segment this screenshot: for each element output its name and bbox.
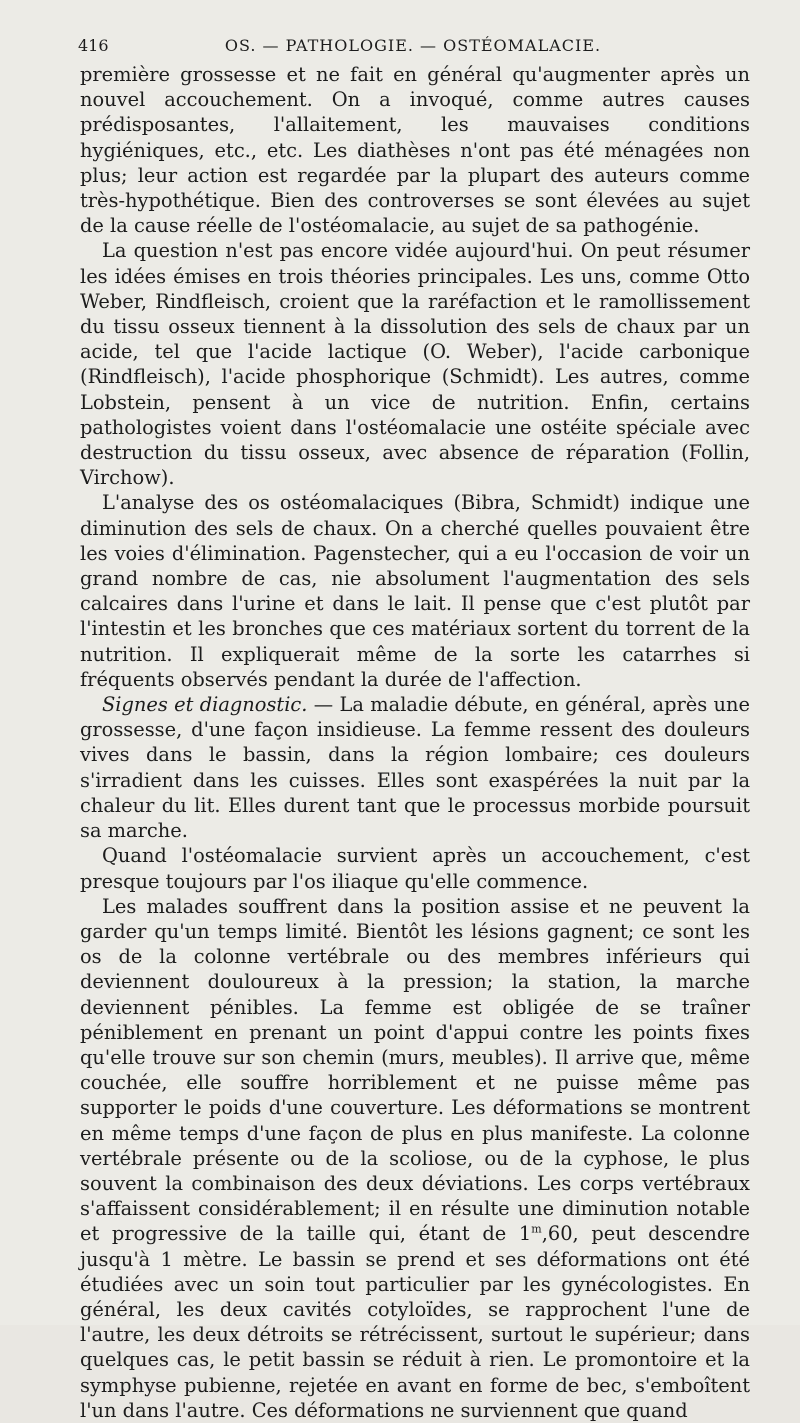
page-number: 416 xyxy=(78,36,109,55)
section-text: — La maladie débute, en général, après une grossesse, d'une façon insidieuse. La femme ressent des douleurs vives dans le bassin, dans la région lombaire; ces douleurs s'irradient dans les cuisses. Elles sont exaspérées la nuit par la chaleur du lit. Elles durent tant que le processus morbide poursuit sa marche. xyxy=(80,693,750,843)
text-after: ,60, peut descendre jusqu'à 1 mètre. Le bassin se prend et ses déformations ont été étudiées avec un soin tout particulier par les gynécologistes. En général, les deux cavités cotyloïdes, se rapprochent l'une de l'autre, les deux détroits se rétrécissent, surtout le supérieur; dans quelques cas, le petit bassin se réduit à rien. Le promontoire et la symphyse pubienne, rejetée en avant en forme de bec, s'emboîtent l'un dans l'autre. Ces déformations ne surviennent que quand xyxy=(80,1222,750,1422)
body-text xyxy=(80,62,750,1423)
paragraph: première grossesse et ne fait en général qu'augmenter après un nouvel accouchement. On a invoqué, comme autres causes prédisposantes, l'allaitement, les mauvaises conditions hygiéniques, etc., etc. Les diathèses n'ont pas été ménagées non plus; leur action est regardée par la plupart des auteurs comme très-hypothétique. Bien des controverses se sont élevées au sujet de la cause réelle de l'ostéomalacie, au sujet de sa pathogénie. xyxy=(80,63,750,238)
text-before: Les malades souffrent dans la position assise et ne peuvent la garder qu'un temps limité. Bientôt les lésions gagnent; ce sont les os de la colonne vertébrale ou des membres inférieurs qui deviennent douloureux à la pression; la station, la marche deviennent pénibles. La femme est obligée de se traîner péniblement en prenant un point d'appui contre les points fixes qu'elle trouve sur son chemin (murs, meubles). Il arrive que, même couchée, elle souffre horriblement et ne puisse même pas supporter le poids d'une couverture. Les déformations se montrent en même temps d'une façon de plus en plus manifeste. La colonne vertébrale présente ou de la scoliose, ou de la cyphose, le plus souvent la combinaison des deux déviations. Les corps vertébraux s'affaissent considérablement; il en résulte une diminution notable et progressive de la taille qui, étant de 1 xyxy=(80,894,750,1246)
page-header xyxy=(78,36,748,58)
paragraph-signes xyxy=(80,692,750,843)
paragraph: La question n'est pas encore vidée aujourd'hui. On peut résumer les idées émises en trois théories principales. Les uns, comme Otto Weber, Rindfleisch, croient que la raréfaction et le ramollissement du tissu osseux tiennent à la dissolution des sels de chaux par un acide, tel que l'acide lactique (O. Weber), l'acide carbonique (Rindfleisch), l'acide phosphorique (Schmidt). Les autres, comme Lobstein, pensent à un vice de nutrition. Enfin, certains pathologistes voient dans l'ostéomalacie une ostéite spéciale avec destruction du tissu osseux, avec absence de réparation (Follin, Virchow). xyxy=(80,239,750,490)
section-heading: Signes et diagnostic. xyxy=(102,693,308,717)
unit-superscript: m xyxy=(531,1222,542,1236)
paragraph xyxy=(80,894,750,1423)
paragraph: Quand l'ostéomalacie survient après un accouchement, c'est presque toujours par l'os iliaque qu'elle commence. xyxy=(80,844,750,893)
running-title: OS. — PATHOLOGIE. — OSTÉOMALACIE. xyxy=(224,36,602,55)
paragraph: L'analyse des os ostéomalaciques (Bibra, Schmidt) indique une diminution des sels de chaux. On a cherché quelles pouvaient être les voies d'élimination. Pagenstecher, qui a eu l'occasion de voir un grand nombre de cas, nie absolument l'augmentation des sels calcaires dans l'urine et dans le lait. Il pense que c'est plutôt par l'intestin et les bronches que ces matériaux sortent du torrent de la nutrition. Il expliquerait même de la sorte les catarrhes si fréquents observés pendant la durée de l'affection. xyxy=(80,491,750,691)
